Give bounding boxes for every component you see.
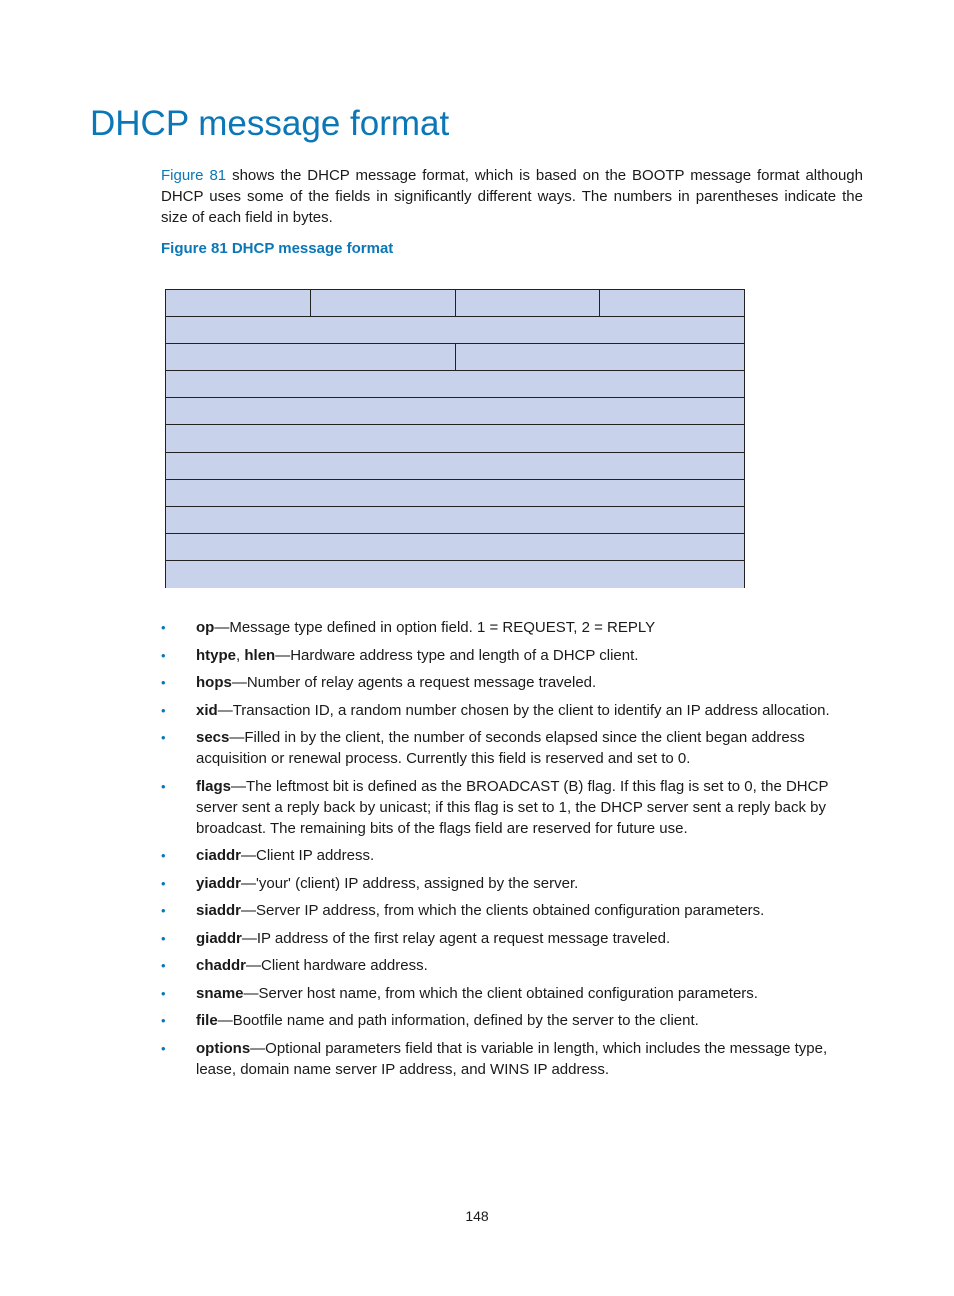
diagram-row <box>166 398 744 425</box>
field-description: —Hardware address type and length of a DHCP client. <box>275 646 639 664</box>
list-item <box>161 645 863 666</box>
dhcp-message-format-diagram <box>165 289 745 588</box>
diagram-row <box>166 507 744 534</box>
list-item <box>161 845 863 866</box>
bullet-icon: • <box>161 730 166 745</box>
field-description: —Client hardware address. <box>246 957 428 974</box>
bullet-icon: • <box>161 848 166 863</box>
field-name: chaddr <box>196 957 247 974</box>
diagram-cell <box>456 344 745 370</box>
field-description: —Server IP address, from which the clients obtained configuration parameters. <box>241 902 765 919</box>
bullet-icon: • <box>161 1040 166 1056</box>
field-name: options <box>196 1039 251 1057</box>
diagram-row <box>166 480 744 507</box>
field-name: ciaddr <box>196 847 242 864</box>
diagram-cell <box>166 507 744 533</box>
diagram-row <box>166 344 744 371</box>
diagram-row <box>166 425 744 452</box>
diagram-row <box>166 453 744 480</box>
bullet-icon: • <box>161 702 166 718</box>
diagram-cell <box>600 290 744 316</box>
bullet-icon: • <box>161 620 166 635</box>
bullet-icon: • <box>161 903 166 918</box>
field-description-list <box>161 617 863 1086</box>
list-item <box>161 700 863 721</box>
list-item <box>161 873 863 894</box>
diagram-cell <box>166 453 744 479</box>
field-name: giaddr <box>196 929 242 947</box>
figure-caption: Figure 81 DHCP message format <box>161 240 394 257</box>
diagram-row <box>166 561 744 588</box>
diagram-cell <box>311 290 456 316</box>
list-item <box>161 1038 863 1080</box>
list-item <box>161 900 863 921</box>
field-name: hlen <box>244 646 276 664</box>
list-item <box>161 776 863 839</box>
field-description: —Client IP address. <box>241 847 375 864</box>
field-name: sname <box>196 984 244 1002</box>
page-number: 148 <box>465 1208 489 1224</box>
field-description: —Filled in by the client, the number of seconds elapsed since the client began address acquisition or renewal process. Currently this field is reserved and set to 0. <box>196 729 805 767</box>
field-description: —Optional parameters field that is variable in length, which includes the message type, lease, domain name server IP address, and WINS IP address. <box>196 1039 828 1078</box>
diagram-cell <box>166 371 744 397</box>
diagram-cell <box>166 317 744 343</box>
diagram-row <box>166 317 744 344</box>
diagram-cell <box>166 425 744 451</box>
field-description: —Transaction ID, a random number chosen by the client to identify an IP address allocation. <box>217 701 830 719</box>
bullet-icon: • <box>161 985 166 1001</box>
diagram-cell <box>166 344 456 370</box>
intro-paragraph <box>161 165 863 228</box>
field-description: —'your' (client) IP address, assigned by the server. <box>241 874 579 892</box>
field-name: flags <box>196 777 232 795</box>
list-item <box>161 727 863 769</box>
list-item <box>161 955 863 976</box>
list-item <box>161 928 863 949</box>
field-description: , <box>236 646 245 664</box>
diagram-cell <box>166 480 744 506</box>
list-item <box>161 983 863 1004</box>
diagram-cell <box>456 290 601 316</box>
bullet-icon: • <box>161 675 166 690</box>
field-description: —Bootfile name and path information, defined by the server to the client. <box>217 1012 699 1029</box>
field-name: op <box>196 619 215 636</box>
field-name: htype <box>196 646 237 664</box>
bullet-icon: • <box>161 875 166 891</box>
field-name: secs <box>196 729 230 746</box>
field-description: —IP address of the first relay agent a request message traveled. <box>241 929 671 947</box>
figure-link[interactable]: Figure 81 <box>161 167 227 184</box>
field-description: —Number of relay agents a request message traveled. <box>231 674 597 691</box>
field-name: siaddr <box>196 902 242 919</box>
list-item <box>161 1010 863 1031</box>
list-item <box>161 672 863 693</box>
field-name: yiaddr <box>196 874 242 892</box>
list-item <box>161 617 863 638</box>
page-title: DHCP message format <box>90 104 450 143</box>
bullet-icon: • <box>161 647 166 663</box>
bullet-icon: • <box>161 1013 166 1028</box>
bullet-icon: • <box>161 930 166 946</box>
diagram-cell <box>166 290 311 316</box>
field-name: hops <box>196 674 232 691</box>
field-name: xid <box>196 701 218 719</box>
diagram-cell <box>166 398 744 424</box>
field-description: —Message type defined in option field. 1 = REQUEST, 2 = REPLY <box>214 619 656 636</box>
field-name: file <box>196 1012 218 1029</box>
bullet-icon: • <box>161 958 166 973</box>
diagram-row <box>166 290 744 317</box>
field-description: —The leftmost bit is defined as the BROADCAST (B) flag. If this flag is set to 0, the DHCP server sent a reply back by unicast; if this flag is set to 1, the DHCP server sent a reply back by broadcast. The remaining bits of the flags field are reserved for future use. <box>196 777 829 837</box>
diagram-cell <box>166 561 744 588</box>
field-description: —Server host name, from which the client obtained configuration parameters. <box>243 984 758 1002</box>
diagram-row <box>166 371 744 398</box>
diagram-row <box>166 534 744 561</box>
bullet-icon: • <box>161 778 166 794</box>
intro-text: shows the DHCP message format, which is based on the BOOTP message format although DHCP uses some of the fields in significantly different ways. The numbers in parentheses indicate the size of each field in bytes. <box>161 167 863 226</box>
diagram-cell <box>166 534 744 560</box>
